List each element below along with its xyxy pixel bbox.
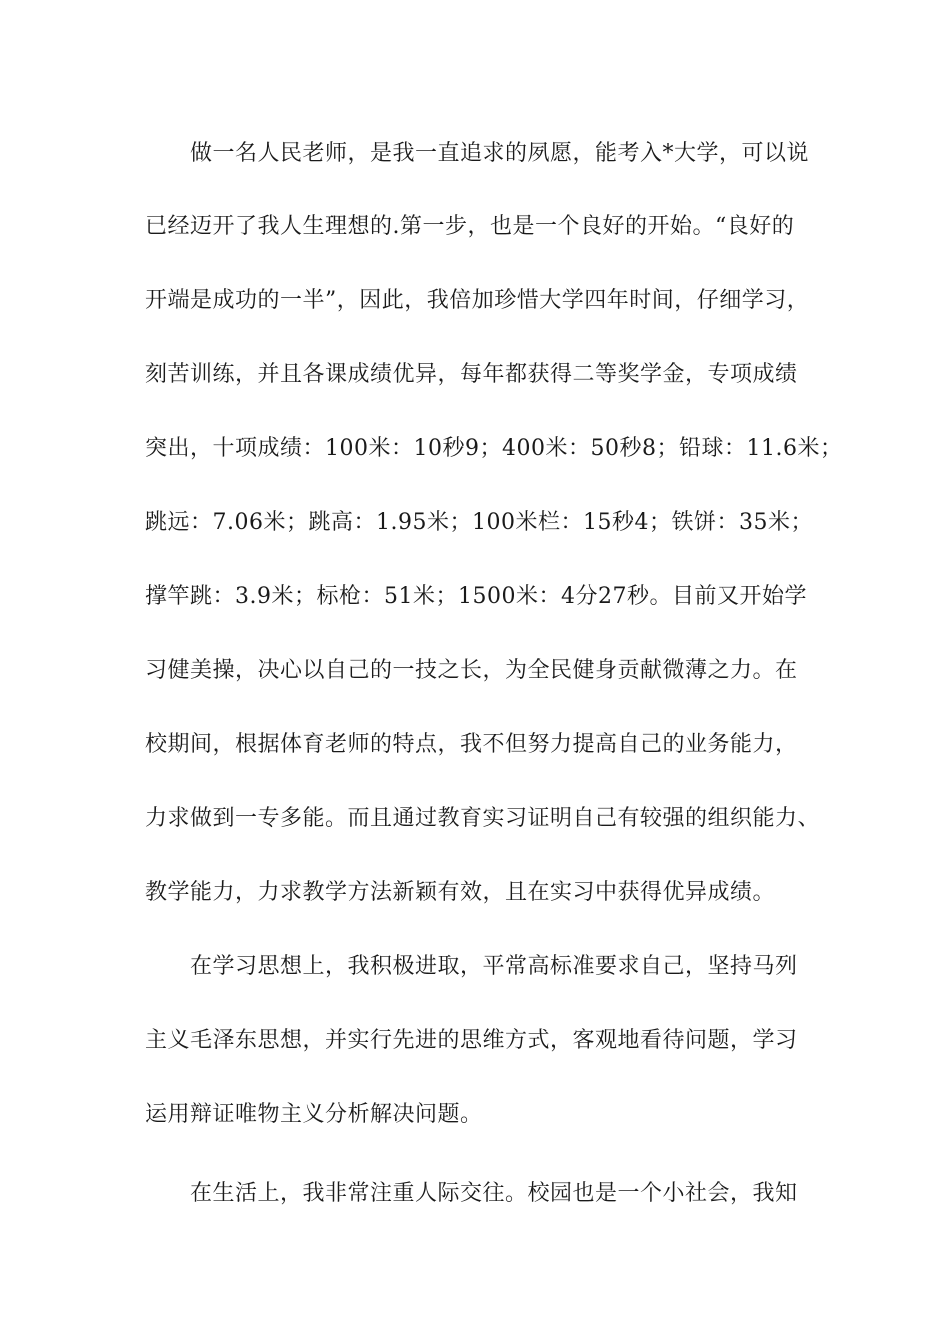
paragraph-1-line-5: 突出，十项成绩：100米：10秒9；400米：50秒8；铅球：11.6米； [145,436,843,461]
paragraph-1-line-11: 教学能力，力求教学方法新颖有效，且在实习中获得优异成绩。 [145,880,776,905]
paragraph-3-line-1: 在生活上，我非常注重人际交往。校园也是一个小社会，我知 [190,1181,798,1206]
paragraph-1-line-9: 校期间，根据体育老师的特点，我不但努力提高自己的业务能力， [145,732,798,757]
paragraph-2-line-1: 在学习思想上，我积极进取，平常高标准要求自己，坚持马列 [190,954,798,979]
paragraph-1-line-10: 力求做到一专多能。而且通过教育实习证明自己有较强的组织能力、 [145,806,821,831]
paragraph-1-line-3: 开端是成功的一半”，因此，我倍加珍惜大学四年时间，仔细学习， [145,288,810,313]
paragraph-1-line-1: 做一名人民老师，是我一直追求的夙愿，能考入*大学，可以说 [190,141,810,166]
paragraph-2-line-2: 主义毛泽东思想，并实行先进的思维方式，客观地看待问题，学习 [145,1028,798,1053]
paragraph-1-line-2: 已经迈开了我人生理想的.第一步，也是一个良好的开始。“良好的 [145,214,795,239]
paragraph-2-line-3: 运用辩证唯物主义分析解决问题。 [145,1102,483,1127]
paragraph-1-line-4: 刻苦训练，并且各课成绩优异，每年都获得二等奖学金，专项成绩 [145,362,798,387]
paragraph-1-line-8: 习健美操，决心以自己的一技之长，为全民健身贡献微薄之力。在 [145,658,798,683]
paragraph-1-line-7: 撑竿跳：3.9米；标枪：51米；1500米：4分27秒。目前又开始学 [145,584,807,609]
paragraph-1-line-6: 跳远：7.06米；跳高：1.95米；100米栏：15秒4；铁饼：35米； [145,510,813,535]
